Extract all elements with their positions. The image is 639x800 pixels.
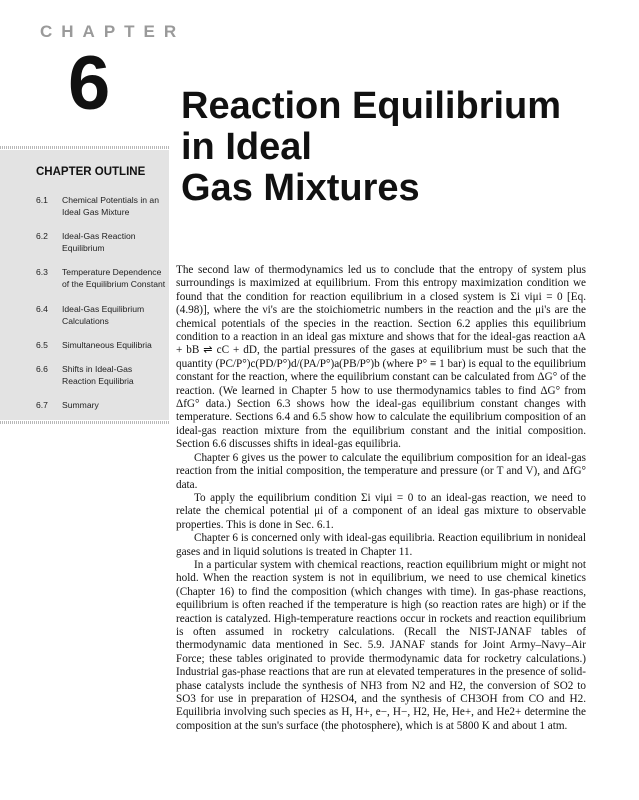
title-line: Gas Mixtures [181,167,420,209]
outline-item-label: Ideal-Gas Equilibrium Calculations [62,304,145,326]
outline-item-number: 6.7 [36,400,48,410]
chapter-label: CHAPTER [40,22,186,41]
outline-item-label: Temperature Dependence of the Equilibrium Constant [62,267,166,289]
outline-top-rule [0,146,169,149]
paragraph: Chapter 6 is concerned only with ideal-gas equilibria. Reaction equilibrium in nonideal gases and in liquid solutions is treated in Chapter 11. [176,532,586,558]
outline-item-number: 6.6 [36,364,48,374]
outline-item-label: Simultaneous Equilibria [62,340,152,350]
paragraph: To apply the equilibrium condition Σi νiμi = 0 to an ideal-gas reaction, we need to relate the chemical potential μi of a component of an ideal gas mixture to observable properties. This is done in Sec. 6.1. [176,491,586,531]
outline-item-label: Ideal-Gas Reaction Equilibrium [62,231,136,253]
paragraph: In a particular system with chemical reactions, reaction equilibrium might or might not hold. When the reaction system is not in equilibrium, we need to use chemical kinetics (Chapter 16) to find the composition (which changes with time). In gas-phase reactions, equilibrium is often reached if the temperature is high (so reaction rates are high) or if the reaction is catalyzed. High-temperature reactions occur in rockets and reaction equilibrium is often assumed in rocketry calculations. (Recall the NIST-JANAF tables of thermodynamic data mentioned in Sec. 5.9. JANAF stands for Joint Army–Navy–Air Force; these tables originated to provide thermodynamic data for rocketry calculations.) Industrial gas-phase reactions that are run at elevated temperatures in the presence of solid-phase catalysts include the synthesis of NH3 from N2 and H2, the conversion of SO2 to SO3 for use in preparation of H2SO4, and the synthesis of CH3OH from CO and H2. Equilibria involving such species as H, H+, e−, H−, H2, He, He+, and He2+ determine the composition at the sun's surface (the photosphere), which is at 5800 K and about 1 atm. [176,558,586,732]
outline-item-number: 6.2 [36,231,48,241]
outline-item-label: Shifts in Ideal-Gas Reaction Equilibria [62,364,134,386]
chapter-outline [0,150,169,420]
outline-bottom-rule [0,421,169,424]
chapter-title [181,86,561,209]
paragraph: Chapter 6 gives us the power to calculate the equilibrium composition for an ideal-gas reaction from the initial composition, the temperature and pressure (or T and V), and ΔfG° data. [176,451,586,491]
title-line: Reaction Equilibrium [181,85,562,127]
outline-item-number: 6.5 [36,340,48,350]
body-text [176,264,586,733]
title-line: in Ideal [181,126,312,168]
outline-heading: CHAPTER OUTLINE [36,166,146,178]
outline-item-number: 6.3 [36,267,48,277]
outline-item-number: 6.4 [36,304,48,314]
chapter-number: 6 [68,41,111,126]
outline-item-label: Chemical Potentials in an Ideal Gas Mixture [62,195,159,217]
outline-item-label: Summary [62,400,99,410]
paragraph: The second law of thermodynamics led us to conclude that the entropy of system plus surroundings is maximized at equilibrium. From this entropy maximization condition we found that the condition for reaction equilibrium in a closed system is Σi νiμi = 0 [Eq. (4.98)], where the νi's are the stoichiometric numbers in the reaction and the μi's are the chemical potentials of the species in the reaction. Section 6.2 applies this equilibrium condition to a reaction in an ideal gas mixture and shows that for the ideal-gas reaction aA + bB ⇌ cC + dD, the partial pressures of the gases at equilibrium must be such that the quantity (PC/P°)c(PD/P°)d/(PA/P°)a(PB/P°)b (where P° ≡ 1 bar) is equal to the equilibrium constant for the reaction, where the equilibrium constant can be calculated from ΔG° of the reaction. (We learned in Chapter 5 how to use thermodynamics tables to find ΔG° from ΔfG° data.) Section 6.3 shows how the ideal-gas equilibrium constant changes with temperature. Sections 6.4 and 6.5 show how to calculate the equilibrium composition of an ideal-gas reaction mixture from the equilibrium constant and the initial composition. Section 6.6 discusses shifts in ideal-gas equilibria. [176,264,586,451]
outline-item-number: 6.1 [36,195,48,205]
